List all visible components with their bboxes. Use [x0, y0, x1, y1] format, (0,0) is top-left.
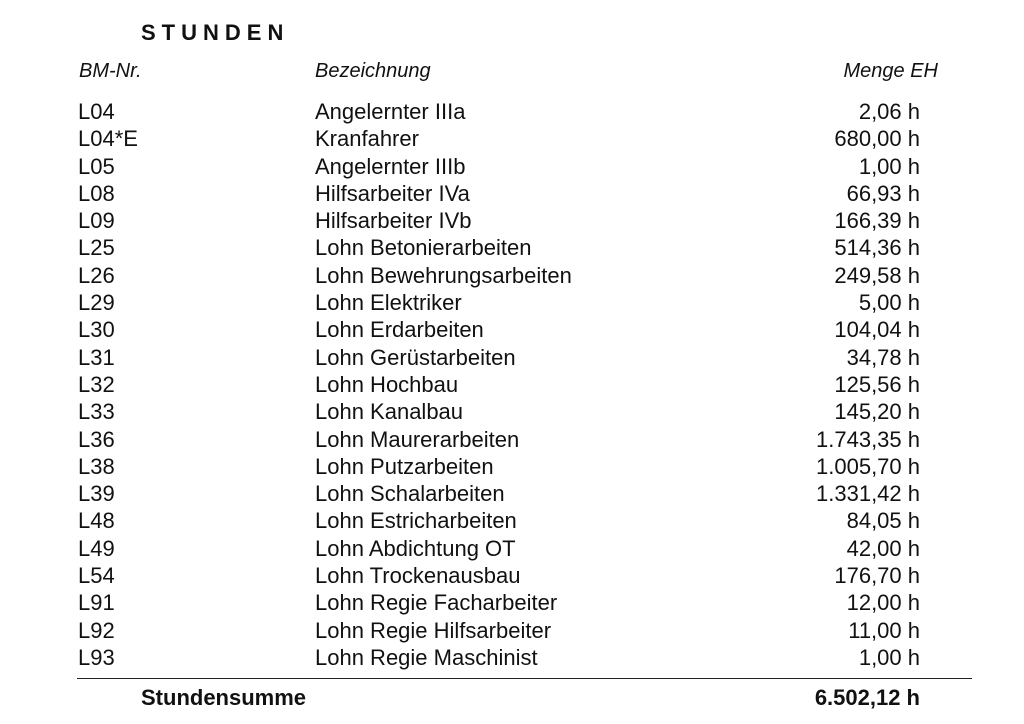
column-header-bm-nr: BM-Nr.: [79, 60, 142, 82]
bm-nr-cell: L38: [78, 453, 115, 479]
bezeichnung-cell: Lohn Erdarbeiten: [315, 317, 484, 343]
bezeichnung-cell: Lohn Regie Facharbeiter: [315, 590, 558, 616]
bm-nr-cell: L93: [78, 644, 115, 670]
bm-nr-cell: L04*E: [78, 126, 138, 152]
bezeichnung-cell: Lohn Bewehrungsarbeiten: [315, 262, 572, 288]
table-row: [0, 371, 1024, 398]
total-divider: [77, 678, 972, 679]
bezeichnung-cell: Lohn Elektriker: [315, 290, 462, 316]
bm-nr-cell: L49: [78, 535, 115, 561]
bm-nr-cell: L09: [78, 208, 115, 234]
table-row: [0, 289, 1024, 316]
table-row: [0, 316, 1024, 343]
bezeichnung-cell: Lohn Gerüstarbeiten: [315, 344, 516, 370]
column-header-bezeichnung: Bezeichnung: [315, 60, 431, 82]
bm-nr-cell: L92: [78, 617, 115, 643]
table-row: [0, 180, 1024, 207]
bm-nr-cell: L30: [78, 317, 115, 343]
table-row: [0, 234, 1024, 261]
menge-cell: 5,00 h: [858, 290, 920, 316]
table-row: [0, 398, 1024, 425]
bezeichnung-cell: Lohn Putzarbeiten: [315, 453, 494, 479]
total-value: 6.502,12 h: [814, 685, 920, 710]
menge-cell: 680,00 h: [834, 126, 920, 152]
table-row: [0, 589, 1024, 616]
bm-nr-cell: L04: [78, 99, 115, 124]
table-row: [0, 153, 1024, 180]
table-row: [0, 453, 1024, 480]
bezeichnung-cell: Hilfsarbeiter IVa: [315, 180, 470, 206]
menge-cell: 176,70 h: [834, 563, 920, 589]
table-row: [0, 644, 1024, 671]
menge-cell: 249,58 h: [834, 262, 920, 288]
hours-table-body: [0, 98, 1024, 671]
bezeichnung-cell: Lohn Regie Maschinist: [315, 644, 538, 670]
bm-nr-cell: L91: [78, 590, 115, 616]
bm-nr-cell: L33: [78, 399, 115, 425]
menge-cell: 11,00 h: [848, 617, 920, 643]
bezeichnung-cell: Lohn Regie Hilfsarbeiter: [315, 617, 552, 643]
bezeichnung-cell: Angelernter IIIb: [315, 153, 466, 179]
bm-nr-cell: L39: [78, 481, 115, 507]
bm-nr-cell: L54: [78, 563, 115, 589]
menge-cell: 1.743,35 h: [816, 426, 920, 452]
table-row: [0, 125, 1024, 152]
bezeichnung-cell: Lohn Kanalbau: [315, 399, 464, 425]
total-row: [0, 683, 1024, 713]
menge-cell: 1.005,70 h: [816, 453, 920, 479]
menge-cell: 84,05 h: [846, 508, 920, 534]
table-row: [0, 535, 1024, 562]
table-row: [0, 426, 1024, 453]
bm-nr-cell: L31: [78, 344, 115, 370]
bezeichnung-cell: Lohn Hochbau: [315, 371, 459, 397]
menge-cell: 1,00 h: [858, 153, 920, 179]
menge-cell: 2,06 h: [858, 99, 920, 124]
column-header-menge: Menge EH: [843, 60, 938, 82]
menge-cell: 125,56 h: [834, 371, 920, 397]
bm-nr-cell: L29: [78, 290, 115, 316]
bezeichnung-cell: Lohn Betonierarbeiten: [315, 235, 532, 261]
table-row: [0, 562, 1024, 589]
menge-cell: 1,00 h: [858, 644, 920, 670]
bm-nr-cell: L36: [78, 426, 115, 452]
bezeichnung-cell: Angelernter IIIa: [315, 99, 466, 124]
menge-cell: 42,00 h: [846, 535, 920, 561]
bezeichnung-cell: Lohn Estricharbeiten: [315, 508, 517, 534]
menge-cell: 34,78 h: [846, 344, 920, 370]
total-label: Stundensumme: [141, 685, 307, 710]
bezeichnung-cell: Lohn Abdichtung OT: [315, 535, 516, 561]
bm-nr-cell: L05: [78, 153, 115, 179]
table-row: [0, 617, 1024, 644]
menge-cell: 166,39 h: [834, 208, 920, 234]
menge-cell: 1.331,42 h: [816, 481, 920, 507]
bm-nr-cell: L26: [78, 262, 115, 288]
table-row: [0, 507, 1024, 534]
table-row: [0, 262, 1024, 289]
bm-nr-cell: L25: [78, 235, 115, 261]
table-header: [0, 57, 1024, 85]
menge-cell: 104,04 h: [834, 317, 920, 343]
bezeichnung-cell: Lohn Maurerarbeiten: [315, 426, 520, 452]
table-row: [0, 98, 1024, 125]
menge-cell: 514,36 h: [834, 235, 920, 261]
menge-cell: 145,20 h: [834, 399, 920, 425]
menge-cell: 12,00 h: [846, 590, 920, 616]
table-row: [0, 344, 1024, 371]
section-title: STUNDEN: [141, 20, 290, 45]
bezeichnung-cell: Kranfahrer: [315, 126, 419, 152]
table-row: [0, 207, 1024, 234]
bezeichnung-cell: Lohn Trockenausbau: [315, 563, 521, 589]
table-row: [0, 480, 1024, 507]
menge-cell: 66,93 h: [846, 180, 920, 206]
bm-nr-cell: L48: [78, 508, 115, 534]
bm-nr-cell: L32: [78, 371, 115, 397]
bezeichnung-cell: Hilfsarbeiter IVb: [315, 208, 472, 234]
bezeichnung-cell: Lohn Schalarbeiten: [315, 481, 505, 507]
bm-nr-cell: L08: [78, 180, 115, 206]
